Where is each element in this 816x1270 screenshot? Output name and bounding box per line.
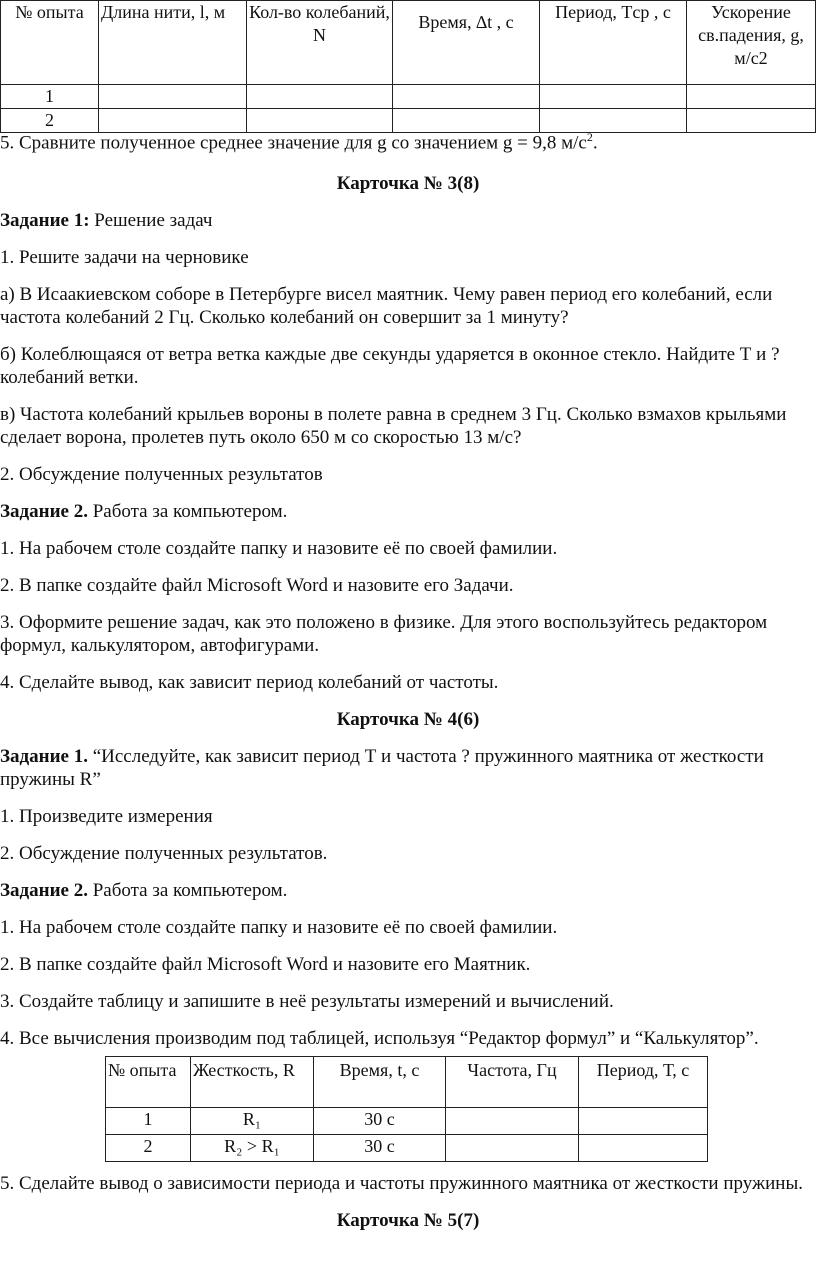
paragraph: 2. В папке создайте файл Microsoft Word и назовите его Маятник. [0, 954, 531, 976]
paragraph: в) Частота колебаний крыльев вороны в полете равна в среднем 3 Гц. Сколько взмахов крыльями сделает ворона, пролетев путь около 650 м со скоростью 13 м/с? [0, 404, 787, 449]
card-title: Карточка № 5(7) [336, 1210, 480, 1232]
cell [99, 85, 247, 109]
superscript: 2 [586, 130, 593, 144]
table-row [106, 1135, 708, 1162]
text: 5. Сравните полученное среднее значение для g со значением g = 9,8 м/с [0, 132, 587, 154]
header-cell: Частота, Гц [446, 1057, 579, 1108]
paragraph: 2. Обсуждение полученных результатов. [0, 843, 328, 865]
paragraph: 2. В папке создайте файл Microsoft Word и назовите его Задачи. [0, 575, 514, 597]
text: “Исследуйте, как зависит период Т и частота ? пружинного маятника от жесткости пружины R” [0, 746, 764, 791]
paragraph: 1. Решите задачи на черновике [0, 247, 249, 269]
paragraph: 5. Сделайте вывод о зависимости периода и частоты пружинного маятника от жесткости пружины. [0, 1173, 803, 1195]
cell: 30 с [314, 1135, 446, 1162]
header-cell: Длина нити, l, м [99, 1, 247, 85]
cell: 1 [1, 85, 99, 109]
card-title: Карточка № 3(8) [336, 173, 480, 195]
text: Работа за компьютером. [87, 501, 288, 523]
header-cell: Ускорение св.падения, g, м/с2 [687, 1, 816, 85]
text: . [592, 132, 598, 154]
paragraph: 4. Сделайте вывод, как зависит период колебаний от частоты. [0, 672, 499, 694]
paragraph: 1. Произведите измерения [0, 806, 213, 828]
header-cell: Период, Т, с [579, 1057, 708, 1108]
cell [540, 85, 687, 109]
paragraph: 4. Все вычисления производим под таблицей, используя “Редактор формул” и “Калькулятор”. [0, 1028, 759, 1050]
paragraph: 3. Оформите решение задач, как это положено в физике. Для этого воспользуйтесь редактором формул, калькулятором, автофигурами. [0, 612, 768, 657]
cell [446, 1108, 579, 1135]
table-row [106, 1108, 708, 1135]
paragraph: 2. Обсуждение полученных результатов [0, 464, 323, 486]
cell: 2 [1, 109, 99, 133]
cell: R₂ > R₁ [191, 1135, 314, 1162]
header-cell: Время, ∆t , с [393, 1, 540, 85]
paragraph [0, 126, 816, 154]
card-title: Карточка № 4(6) [336, 709, 480, 731]
cell [579, 1108, 708, 1135]
task-heading [0, 745, 816, 791]
paragraph: а) В Исаакиевском соборе в Петербурге висел маятник. Чему равен период его колебаний, если частота колебаний 2 Гц. Сколько колебаний он совершит за 1 минуту? [0, 284, 773, 329]
header-cell: Период, Tср , с [540, 1, 687, 85]
task-label: Задание 2. [0, 880, 88, 902]
header-cell: Жесткость, R [191, 1057, 314, 1108]
header-cell: Время, t, с [314, 1057, 446, 1108]
header-cell: № опыта [106, 1057, 191, 1108]
task-heading [0, 500, 816, 523]
paragraph: б) Колеблющаяся от ветра ветка каждые две секунды ударяется в оконное стекло. Найдите Т и ? колебаний ветки. [0, 344, 780, 389]
task-label: Задание 1: [0, 210, 90, 232]
cell [687, 85, 816, 109]
paragraph: 3. Создайте таблицу и запишите в неё результаты измерений и вычислений. [0, 991, 614, 1013]
task-label: Задание 1. [0, 746, 88, 768]
task-heading [0, 879, 816, 902]
cell [446, 1135, 579, 1162]
task-label: Задание 2. [0, 501, 88, 523]
paragraph: 1. На рабочем столе создайте папку и назовите её по своей фамилии. [0, 917, 558, 939]
table-row [1, 85, 816, 109]
text: Решение задач [89, 210, 213, 232]
cell: 30 с [314, 1108, 446, 1135]
header-cell: № опыта [1, 1, 99, 85]
spring-table [105, 1056, 708, 1162]
text: Работа за компьютером. [87, 880, 288, 902]
cell [393, 85, 540, 109]
paragraph: 1. На рабочем столе создайте папку и назовите её по своей фамилии. [0, 538, 558, 560]
cell: R₁ [191, 1108, 314, 1135]
header-cell: Кол-во колебаний, N [247, 1, 393, 85]
cell [247, 85, 393, 109]
task-heading [0, 209, 816, 232]
cell: 1 [106, 1108, 191, 1135]
cell: 2 [106, 1135, 191, 1162]
pendulum-table [0, 0, 816, 133]
cell [579, 1135, 708, 1162]
